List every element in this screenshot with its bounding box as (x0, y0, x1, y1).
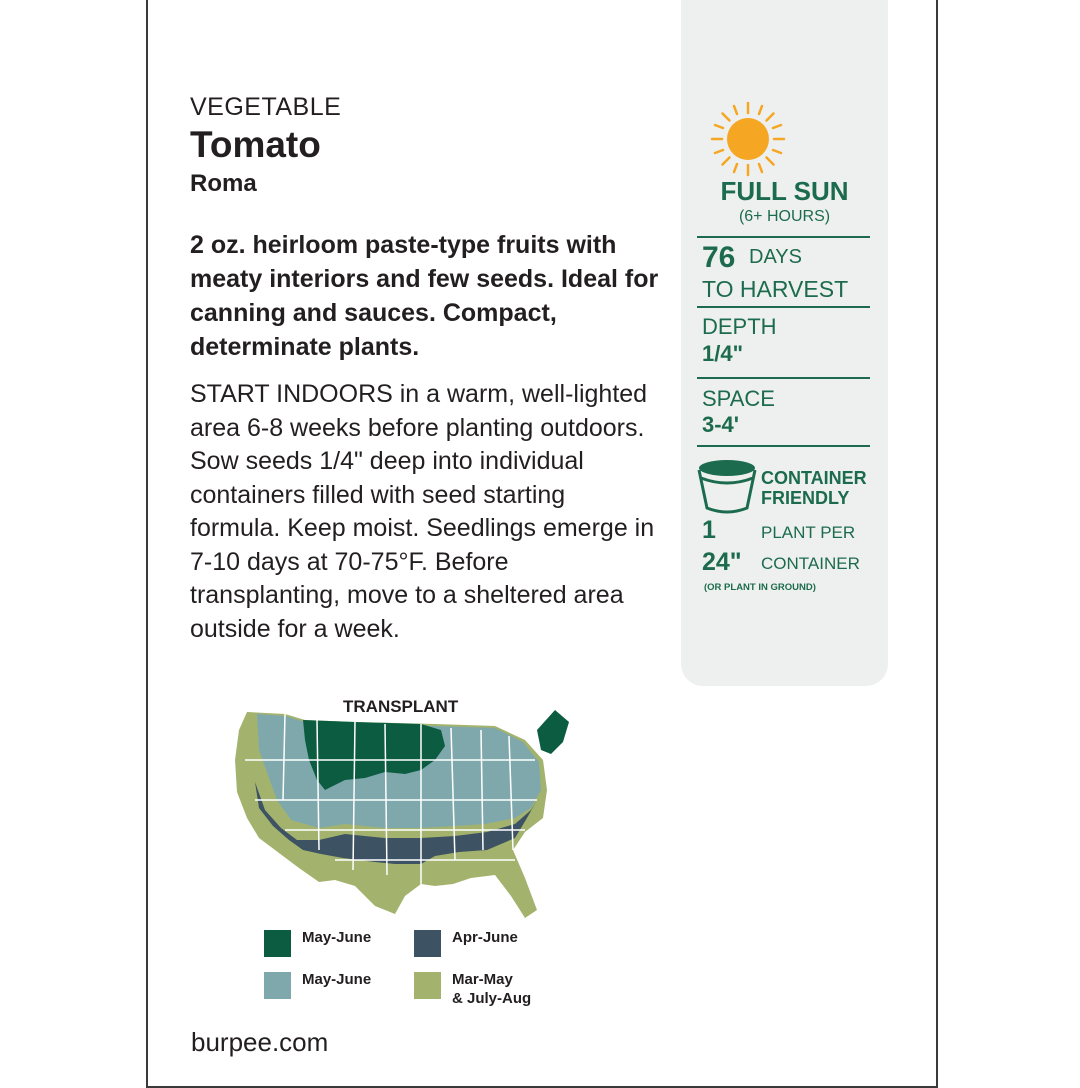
container-size-value: 24" (702, 548, 742, 576)
legend-swatch (414, 930, 441, 957)
divider (697, 236, 870, 238)
days-to-harvest-label: TO HARVEST (702, 276, 849, 302)
sun-icon (710, 101, 786, 177)
legend-label: May-June (302, 929, 372, 946)
depth-value: 1/4" (702, 341, 744, 366)
legend-item-apr-june (414, 928, 518, 957)
map-title: TRANSPLANT (343, 697, 459, 716)
plant-category: VEGETABLE (190, 93, 342, 121)
divider (697, 377, 870, 379)
container-pot-icon (695, 456, 759, 516)
sun-requirement: FULL SUN (720, 176, 849, 206)
legend-label: May-June (302, 971, 372, 988)
legend-swatch (264, 930, 291, 957)
days-to-harvest-value: 76 (702, 241, 736, 274)
growing-info-sidebar (681, 0, 888, 686)
plant-in-ground-note: (OR PLANT IN GROUND) (704, 582, 816, 593)
website-url: burpee.com (191, 1027, 329, 1057)
container-friendly-label: CONTAINER FRIENDLY (761, 468, 867, 508)
legend-item-may-june-light (264, 970, 371, 999)
days-unit: DAYS (749, 246, 802, 268)
plant-variety: Roma (190, 170, 257, 197)
legend-item-may-june-dark (264, 928, 371, 957)
divider (697, 306, 870, 308)
legend-swatch (264, 972, 291, 999)
legend-label: Mar-May & July-Aug (452, 971, 532, 1007)
plant-description: 2 oz. heirloom paste-type fruits with meaty interiors and few seeds. Ideal for canning and sauces. Compact, determinate plants. (190, 231, 659, 361)
sun-hours: (6+ HOURS) (738, 208, 831, 225)
plants-per-container-value: 1 (702, 516, 716, 544)
depth-label: DEPTH (702, 314, 777, 339)
plant-name: Tomato (190, 124, 321, 165)
container-label: CONTAINER (761, 554, 860, 573)
legend-label: Apr-June (452, 929, 518, 946)
space-label: SPACE (702, 386, 775, 411)
planting-instructions: START INDOORS in a warm, well-lighted area 6-8 weeks before planting outdoors. Sow seeds 1/4" deep into individual containers filled with seed starting formula. Keep moist. Seedlings emerge in 7-10 days at 70-75°F. Before transplanting, move to a sheltered area outside for a week. (190, 380, 655, 643)
us-planting-map (225, 700, 585, 925)
plants-per-label: PLANT PER (761, 523, 856, 542)
space-value: 3-4' (702, 412, 740, 437)
divider (697, 445, 870, 447)
legend-item-mar-may-july-aug (414, 970, 531, 1008)
map-region-dark-green-ne (537, 710, 569, 754)
legend-swatch (414, 972, 441, 999)
